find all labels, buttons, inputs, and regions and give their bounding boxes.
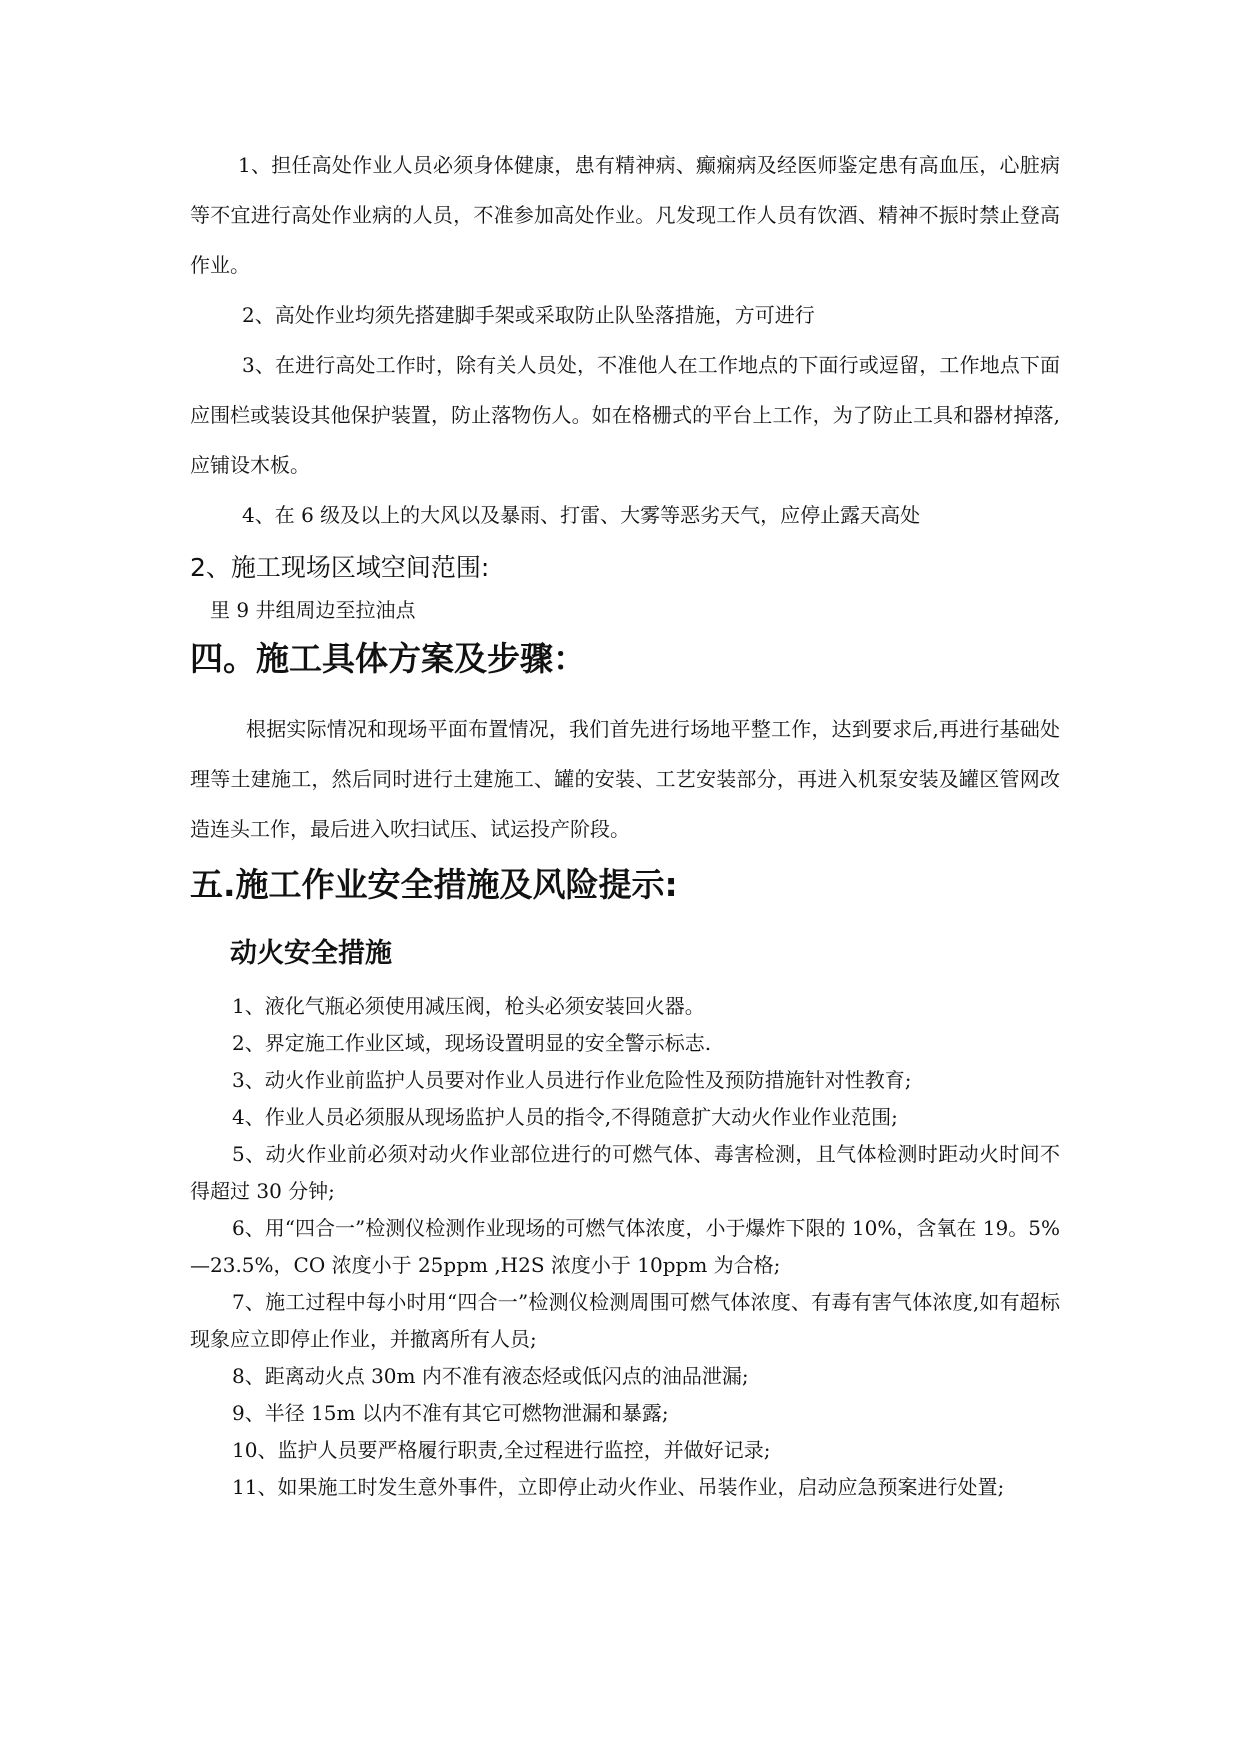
list-item: 10、监护人员要严格履行职责,全过程进行监控，并做好记录; — [232, 1438, 771, 1462]
section4-body: 根据实际情况和现场平面布置情况，我们首先进行场地平整工作，达到要求后,再进行基础处理等土建施工，然后同时进行土建施工、罐的安装、工艺安装部分，再进入机泵安装及罐区管网改造连头工作，最后进入吹扫试压、试运投产阶段。 — [190, 717, 1060, 841]
list-item: 5、动火作业前必须对动火作业部位进行的可燃气体、毒害检测，且气体检测时距动火时间不得超过 30 分钟; — [190, 1142, 1060, 1203]
scope-heading: 2、施工现场区域空间范围: — [190, 553, 490, 582]
list-item: 11、如果施工时发生意外事件，立即停止动火作业、吊装作业，启动应急预案进行处置; — [232, 1475, 1005, 1499]
list-item: 7、施工过程中每小时用“四合一”检测仪检测周围可燃气体浓度、有毒有害气体浓度,如有超标现象应立即停止作业，并撤离所有人员; — [190, 1290, 1060, 1351]
section4-heading: 四。施工具体方案及步骤： — [190, 639, 586, 678]
list-item: 3、动火作业前监护人员要对作业人员进行作业危险性及预防措施针对性教育; — [232, 1068, 912, 1092]
paragraph-item-1: 1、担任高处作业人员必须身体健康，患有精神病、癫痫病及经医师鉴定患有高血压，心脏病等不宜进行高处作业病的人员，不准参加高处作业。凡发现工作人员有饮酒、精神不振时禁止登高作业。 — [190, 153, 1060, 277]
paragraph-item-2: 2、高处作业均须先搭建脚手架或采取防止队坠落措施，方可进行 — [242, 303, 815, 327]
list-item: 9、半径 15m 以内不准有其它可燃物泄漏和暴露; — [232, 1401, 669, 1425]
scope-text: 里 9 井组周边至拉油点 — [210, 598, 416, 622]
paragraph-item-3: 3、在进行高处工作时，除有关人员处，不准他人在工作地点的下面行或逗留，工作地点下面应围栏或装设其他保护装置，防止落物伤人。如在格栅式的平台上工作，为了防止工具和器材掉落,应铺设木板。 — [190, 353, 1060, 477]
list-item: 1、液化气瓶必须使用减压阀，枪头必须安装回火器。 — [232, 994, 705, 1018]
list-item: 8、距离动火点 30m 内不准有液态烃或低闪点的油品泄漏; — [232, 1364, 749, 1388]
list-item: 2、界定施工作业区域，现场设置明显的安全警示标志. — [232, 1031, 712, 1055]
section5-heading: 五.施工作业安全措施及风险提示: — [190, 865, 678, 904]
fire-safety-list — [190, 988, 1060, 1506]
paragraph-item-4: 4、在 6 级及以上的大风以及暴雨、打雷、大雾等恶劣天气，应停止露天高处 — [242, 503, 921, 527]
list-item: 4、作业人员必须服从现场监护人员的指令,不得随意扩大动火作业作业范围; — [232, 1105, 898, 1129]
fire-safety-subheading: 动火安全措施 — [230, 938, 392, 969]
document-page — [190, 140, 1060, 1506]
list-item: 6、用“四合一”检测仪检测作业现场的可燃气体浓度，小于爆炸下限的 10%，含氧在 19。5%—23.5%，CO 浓度小于 25ppm ,H2S 浓度小于 10ppm 为合格; — [190, 1216, 1060, 1277]
